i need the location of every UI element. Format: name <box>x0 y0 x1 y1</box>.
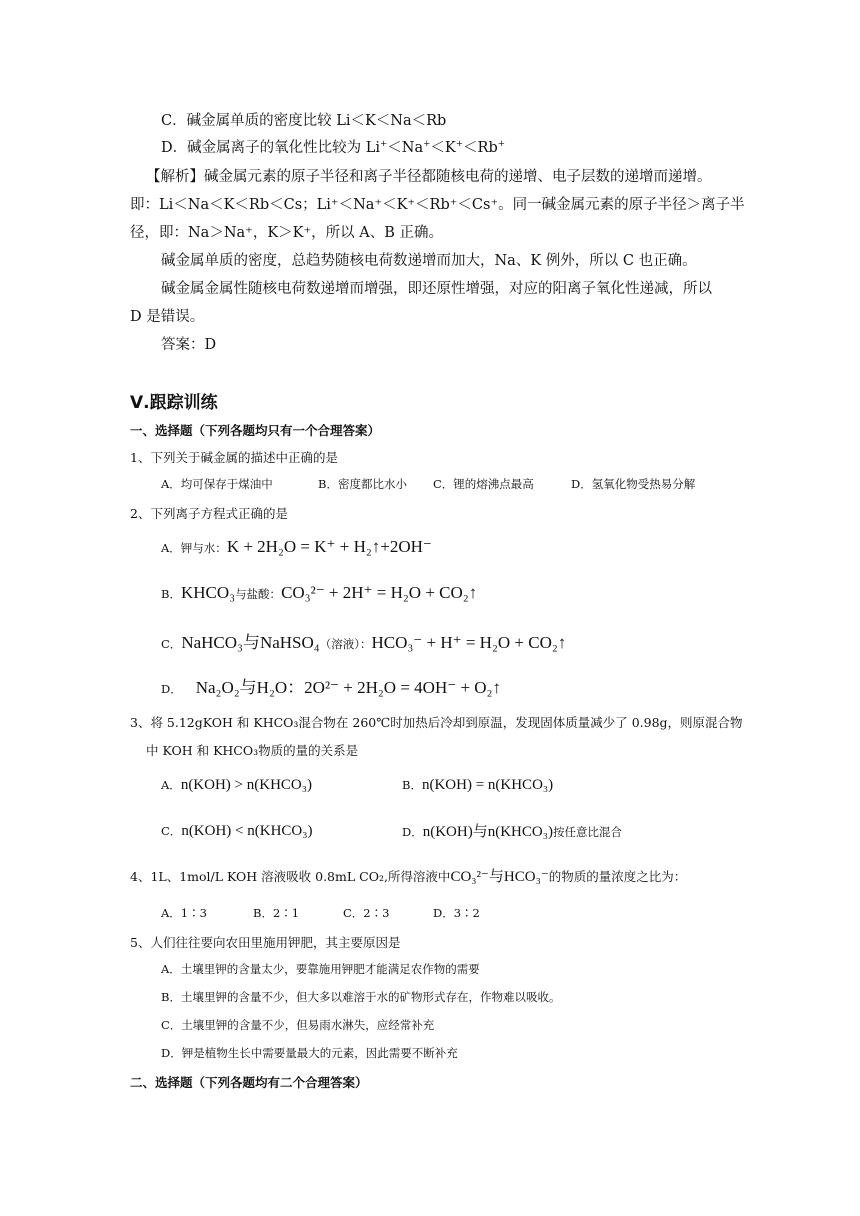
part1-heading: 一、选择题（下列各题均只有一个合理答案） <box>130 423 381 438</box>
q2-option-a <box>161 537 432 557</box>
q2-stem: 2、下列离子方程式正确的是 <box>130 506 288 521</box>
q1-option-d: D．氢氧化物受热易分解 <box>571 477 696 491</box>
q3-d-label: D． <box>402 825 423 839</box>
option-d-seg3: ＜Rb <box>463 140 498 156</box>
q2-a-equation: K + 2H₂O = K⁺ + H₂↑+2OH⁻ <box>226 537 432 556</box>
part2-heading: 二、选择题（下列各题均有二个合理答案） <box>130 1075 368 1090</box>
q1-option-b: B．密度都比水小 <box>318 477 407 491</box>
q5-option-c: C．土壤里钾的含量不少，但易雨水淋失，应经常补充 <box>161 1018 435 1032</box>
q2-c-mid: （溶液）： <box>319 637 372 651</box>
analysis-line-2: 即：Li＜Na＜K＜Rb＜Cs；Li⁺＜Na⁺＜K⁺＜Rb⁺＜Cs⁺。同一碱金属元素的原子半径＞离子半 <box>130 197 745 213</box>
option-d-prefix: D．碱金属离子的氧化性比较为 Li <box>161 140 380 156</box>
q4-option-a: A．1∶3 <box>161 906 207 920</box>
q2-b-equation: CO₃²⁻ + 2H⁺ = H₂O + CO₂↑ <box>281 583 478 602</box>
analysis-density-paragraph: 碱金属单质的密度，总趋势随核电荷数递增而加大，Na、K 例外，所以 C 也正确。 <box>161 253 697 269</box>
q4-stem-pre: 4、1L、1mol/L KOH 溶液吸收 0.8mL CO₂,所得溶液中 <box>130 869 451 884</box>
q4-options <box>161 905 480 921</box>
q3-d-tail: 按任意比混合 <box>552 825 622 839</box>
q5-option-a: A．土壤里钾的含量太少，要靠施用钾肥才能满足农作物的需要 <box>161 962 480 976</box>
q2-option-d <box>161 673 501 698</box>
q2-d-equation: Na₂O₂与H₂O：2O²⁻ + 2H₂O = 4OH⁻ + O₂↑ <box>195 678 501 697</box>
q2-c-label: C． <box>161 637 182 651</box>
q3-option-c <box>161 820 312 840</box>
answer-text: 答案：D <box>161 337 217 353</box>
q3-option-b <box>402 774 553 794</box>
option-c-density: C．碱金属单质的密度比较 Li＜K＜Na＜Rb <box>161 113 447 129</box>
q3-c-relation: n(KOH) < n(KHCO₃) <box>181 823 313 839</box>
q2-c-equation: HCO₃⁻ + H⁺ = H₂O + CO₂↑ <box>371 633 567 652</box>
analysis-metallic-line-1: 碱金属金属性随核电荷数递增而增强，即还原性增强，对应的阳离子氧化性递减，所以 <box>161 281 712 297</box>
q3-option-d <box>402 820 622 841</box>
q3-b-label: B． <box>402 778 422 792</box>
q1-option-c: C．锂的熔沸点最高 <box>433 477 534 491</box>
q2-c-reactant: NaHCO₃与NaHSO₄ <box>181 633 320 652</box>
q5-option-d: D．钾是植物生长中需要量最大的元素，因此需要不断补充 <box>161 1046 458 1060</box>
q1-option-a: A．均可保存于煤油中 <box>161 477 273 491</box>
q5-stem: 5、人们往往要向农田里施用钾肥，其主要原因是 <box>130 935 401 950</box>
q3-option-a <box>161 774 312 794</box>
q1-options <box>161 476 695 492</box>
q3-d-relation: n(KOH)与n(KHCO₃) <box>422 824 553 840</box>
q2-b-reactant: KHCO₃ <box>180 583 236 602</box>
analysis-line-1: 【解析】碱金属元素的原子半径和离子半径都随核电荷的递增、电子层数的递增而递增。 <box>146 169 712 185</box>
q2-a-label: A．钾与水： <box>161 541 227 555</box>
section-title: Ⅴ.跟踪训练 <box>130 393 218 413</box>
q2-d-label: D． <box>161 682 182 696</box>
option-d-seg1: ＜Na <box>387 140 424 156</box>
analysis-line-3: 径，即：Na＞Na⁺，K＞K⁺，所以 A、B 正确。 <box>130 225 443 241</box>
q2-option-c <box>161 628 566 653</box>
analysis-metallic-line-2: D 是错误。 <box>130 309 205 325</box>
q5-option-b: B．土壤里钾的含量不少，但大多以难溶于水的矿物形式存在，作物难以吸收。 <box>161 990 561 1004</box>
q4-stem-ions: CO₃²⁻与HCO₃⁻ <box>450 869 549 885</box>
option-d-oxidizing: D．碱金属离子的氧化性比较为 Li+＜Na+＜K+＜Rb+ <box>161 139 506 156</box>
q3-stem-line-2: 中 KOH 和 KHCO₃物质的量的关系是 <box>146 743 359 758</box>
q4-stem <box>130 865 686 886</box>
q2-b-mid: 与盐酸： <box>235 587 282 601</box>
q1-stem: 1、下列关于碱金属的描述中正确的是 <box>130 450 338 465</box>
q4-option-b: B．2∶1 <box>253 906 300 920</box>
q4-option-c: C．2∶3 <box>343 906 390 920</box>
q2-option-b <box>161 583 477 603</box>
q3-a-label: A． <box>161 778 181 792</box>
q2-b-label: B． <box>161 587 181 601</box>
q4-stem-post: 的物质的量浓度之比为： <box>548 869 687 884</box>
q3-c-label: C． <box>161 824 182 838</box>
q4-option-d: D．3∶2 <box>433 906 480 920</box>
option-d-seg2: ＜K <box>430 140 456 156</box>
q3-b-relation: n(KOH) = n(KHCO₃) <box>421 777 554 793</box>
q3-stem-line-1: 3、将 5.12gKOH 和 KHCO₃混合物在 260℃时加热后冷却到原温，发现固体质量减少了 0.98g，则原混合物 <box>130 715 743 730</box>
q3-a-relation: n(KOH) > n(KHCO₃) <box>180 777 312 793</box>
